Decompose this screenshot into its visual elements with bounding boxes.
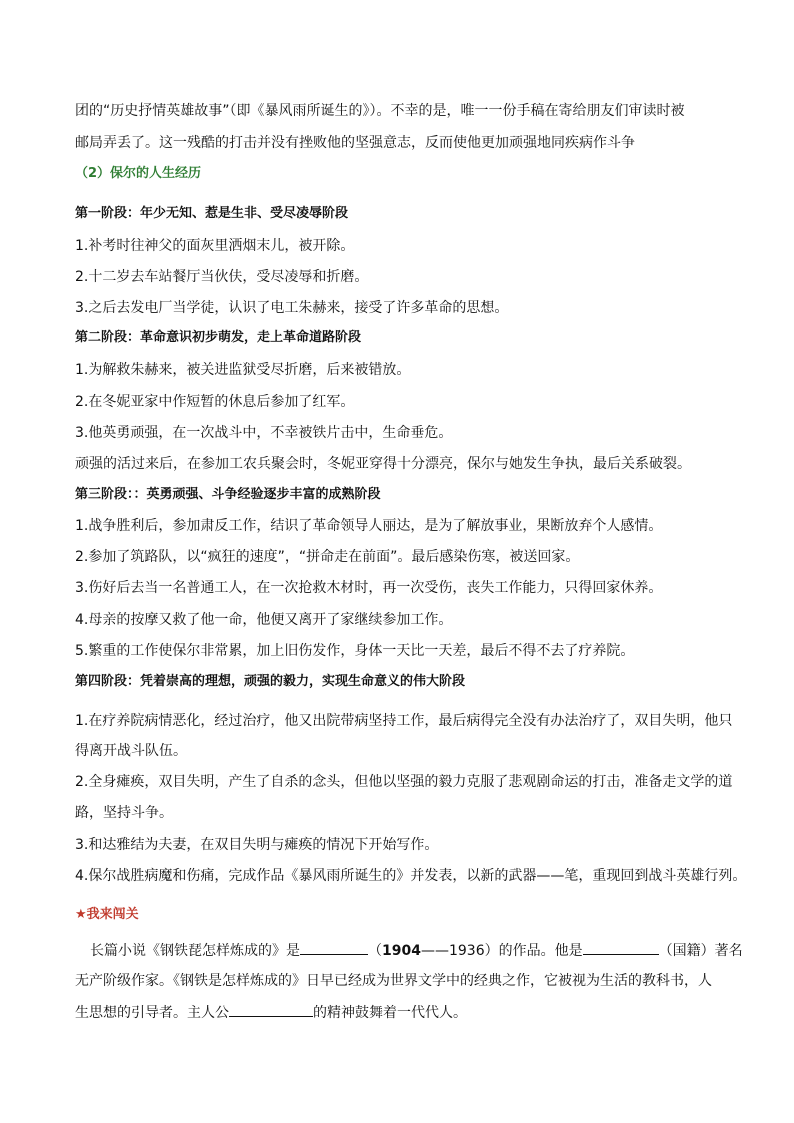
stage-1-item-2: 2.十二岁去车站餐厅当伙伕，受尽凌辱和折磨。 <box>75 269 369 285</box>
stage-3-item-3: 3.伤好后去当一名普通工人，在一次抢救木材时，再一次受伤，丧失工作能力，只得回家休养。 <box>75 580 663 596</box>
stage-2-title: 第二阶段：革命意识初步萌发，走上革命道路阶段 <box>75 330 362 345</box>
stage-1-item-3: 3.之后去发电厂当学徒，认识了电工朱赫来，接受了许多革命的思想。 <box>75 300 509 316</box>
stage-3-item-5: 5.繁重的工作使保尔非常累，加上旧伤发作，身体一天比一天差，最后不得不去了疗养院。 <box>75 643 635 659</box>
stage-3-item-2: 2.参加了筑路队，以“疯狂的速度”，“拼命走在前面”。最后感染伤寒，被送回家。 <box>75 549 580 565</box>
birth-year: 1904 <box>382 943 421 959</box>
stage-4-item-2-cont: 路，坚持斗争。 <box>75 805 173 821</box>
protagonist-blank[interactable] <box>229 1002 313 1017</box>
stage-4-item-1-cont: 得离开战斗队伍。 <box>75 743 187 759</box>
quiz-line-1 <box>90 940 743 961</box>
quiz-text-1c: ——1936）的作品。他是 <box>420 943 583 959</box>
stage-2-item-4: 顽强的活过来后，在参加工农兵聚会时，冬妮亚穿得十分漂亮，保尔与她发生争执，最后关系破裂。 <box>75 456 691 472</box>
stage-3-item-4: 4.母亲的按摩又救了他一命，他便又离开了家继续参加工作。 <box>75 612 453 628</box>
quiz-line-2: 无产阶级作家。《钢铁是怎样炼成的》日早已经成为世界文学中的经典之作，它被视为生活的教科书，人 <box>75 973 712 989</box>
stage-4-item-1: 1.在疗养院病情恶化，经过治疗，他又出院带病坚持工作，最后病得完全没有办法治疗了，双目失明，他只 <box>75 713 733 729</box>
intro-line-1: 团的“历史抒情英雄故事”（即《暴风雨所诞生的》）。不幸的是，唯一一份手稿在寄给朋友们审读时被 <box>75 103 685 119</box>
stage-2-item-2: 2.在冬妮亚家中作短暂的休息后参加了红军。 <box>75 394 355 410</box>
stage-4-title: 第四阶段：凭着崇高的理想，顽强的毅力，实现生命意义的伟大阶段 <box>75 674 466 689</box>
stage-2-item-1: 1.为解救朱赫来，被关进监狱受尽折磨，后来被错放。 <box>75 362 411 378</box>
quiz-text-3a: 生思想的引导者。主人公 <box>75 1005 229 1021</box>
quiz-line-3 <box>75 1002 725 1023</box>
quiz-text-1d: （国籍）著名 <box>658 943 743 959</box>
quiz-text-1b: （ <box>368 943 382 959</box>
stage-3-title: 第三阶段：：英勇顽强、斗争经验逐步丰富的成熟阶段 <box>75 487 381 502</box>
stage-4-item-4: 4.保尔战胜病魔和伤痛，完成作品《暴风雨所诞生的》并发表，以新的武器——笔，重现回到战斗英雄行列。 <box>75 868 747 884</box>
stage-1-title: 第一阶段：年少无知、惹是生非、受尽凌辱阶段 <box>75 206 349 221</box>
author-blank[interactable] <box>300 940 368 955</box>
stage-4-item-3: 3.和达雅结为夫妻，在双目失明与瘫痪的情况下开始写作。 <box>75 837 439 853</box>
nationality-blank[interactable] <box>583 940 659 955</box>
stage-1-item-1: 1.补考时往神父的面灰里洒烟末儿，被开除。 <box>75 238 355 254</box>
quiz-text-1a: 长篇小说《钢铁琵怎样炼成的》是 <box>90 943 300 959</box>
section-heading: （2）保尔的人生经历 <box>75 166 202 181</box>
stage-4-item-2: 2.全身瘫痪，双目失明，产生了自杀的念头，但他以坚强的毅力克服了悲观剧命运的打击，准备走文学的道 <box>75 774 733 790</box>
quiz-text-3b: 的精神鼓舞着一代代人。 <box>313 1005 467 1021</box>
quiz-heading: ★我来闯关 <box>75 907 139 922</box>
stage-2-item-3: 3.他英勇顽强，在一次战斗中，不幸被铁片击中，生命垂危。 <box>75 425 453 441</box>
intro-line-2: 邮局弄丢了。这一残酷的打击并没有挫败他的坚强意志，反而使他更加顽强地同疾病作斗争 <box>75 135 635 151</box>
stage-3-item-1: 1.战争胜利后，参加肃反工作，结识了革命领导人丽达，是为了解放事业，果断放弃个人感情。 <box>75 518 663 534</box>
